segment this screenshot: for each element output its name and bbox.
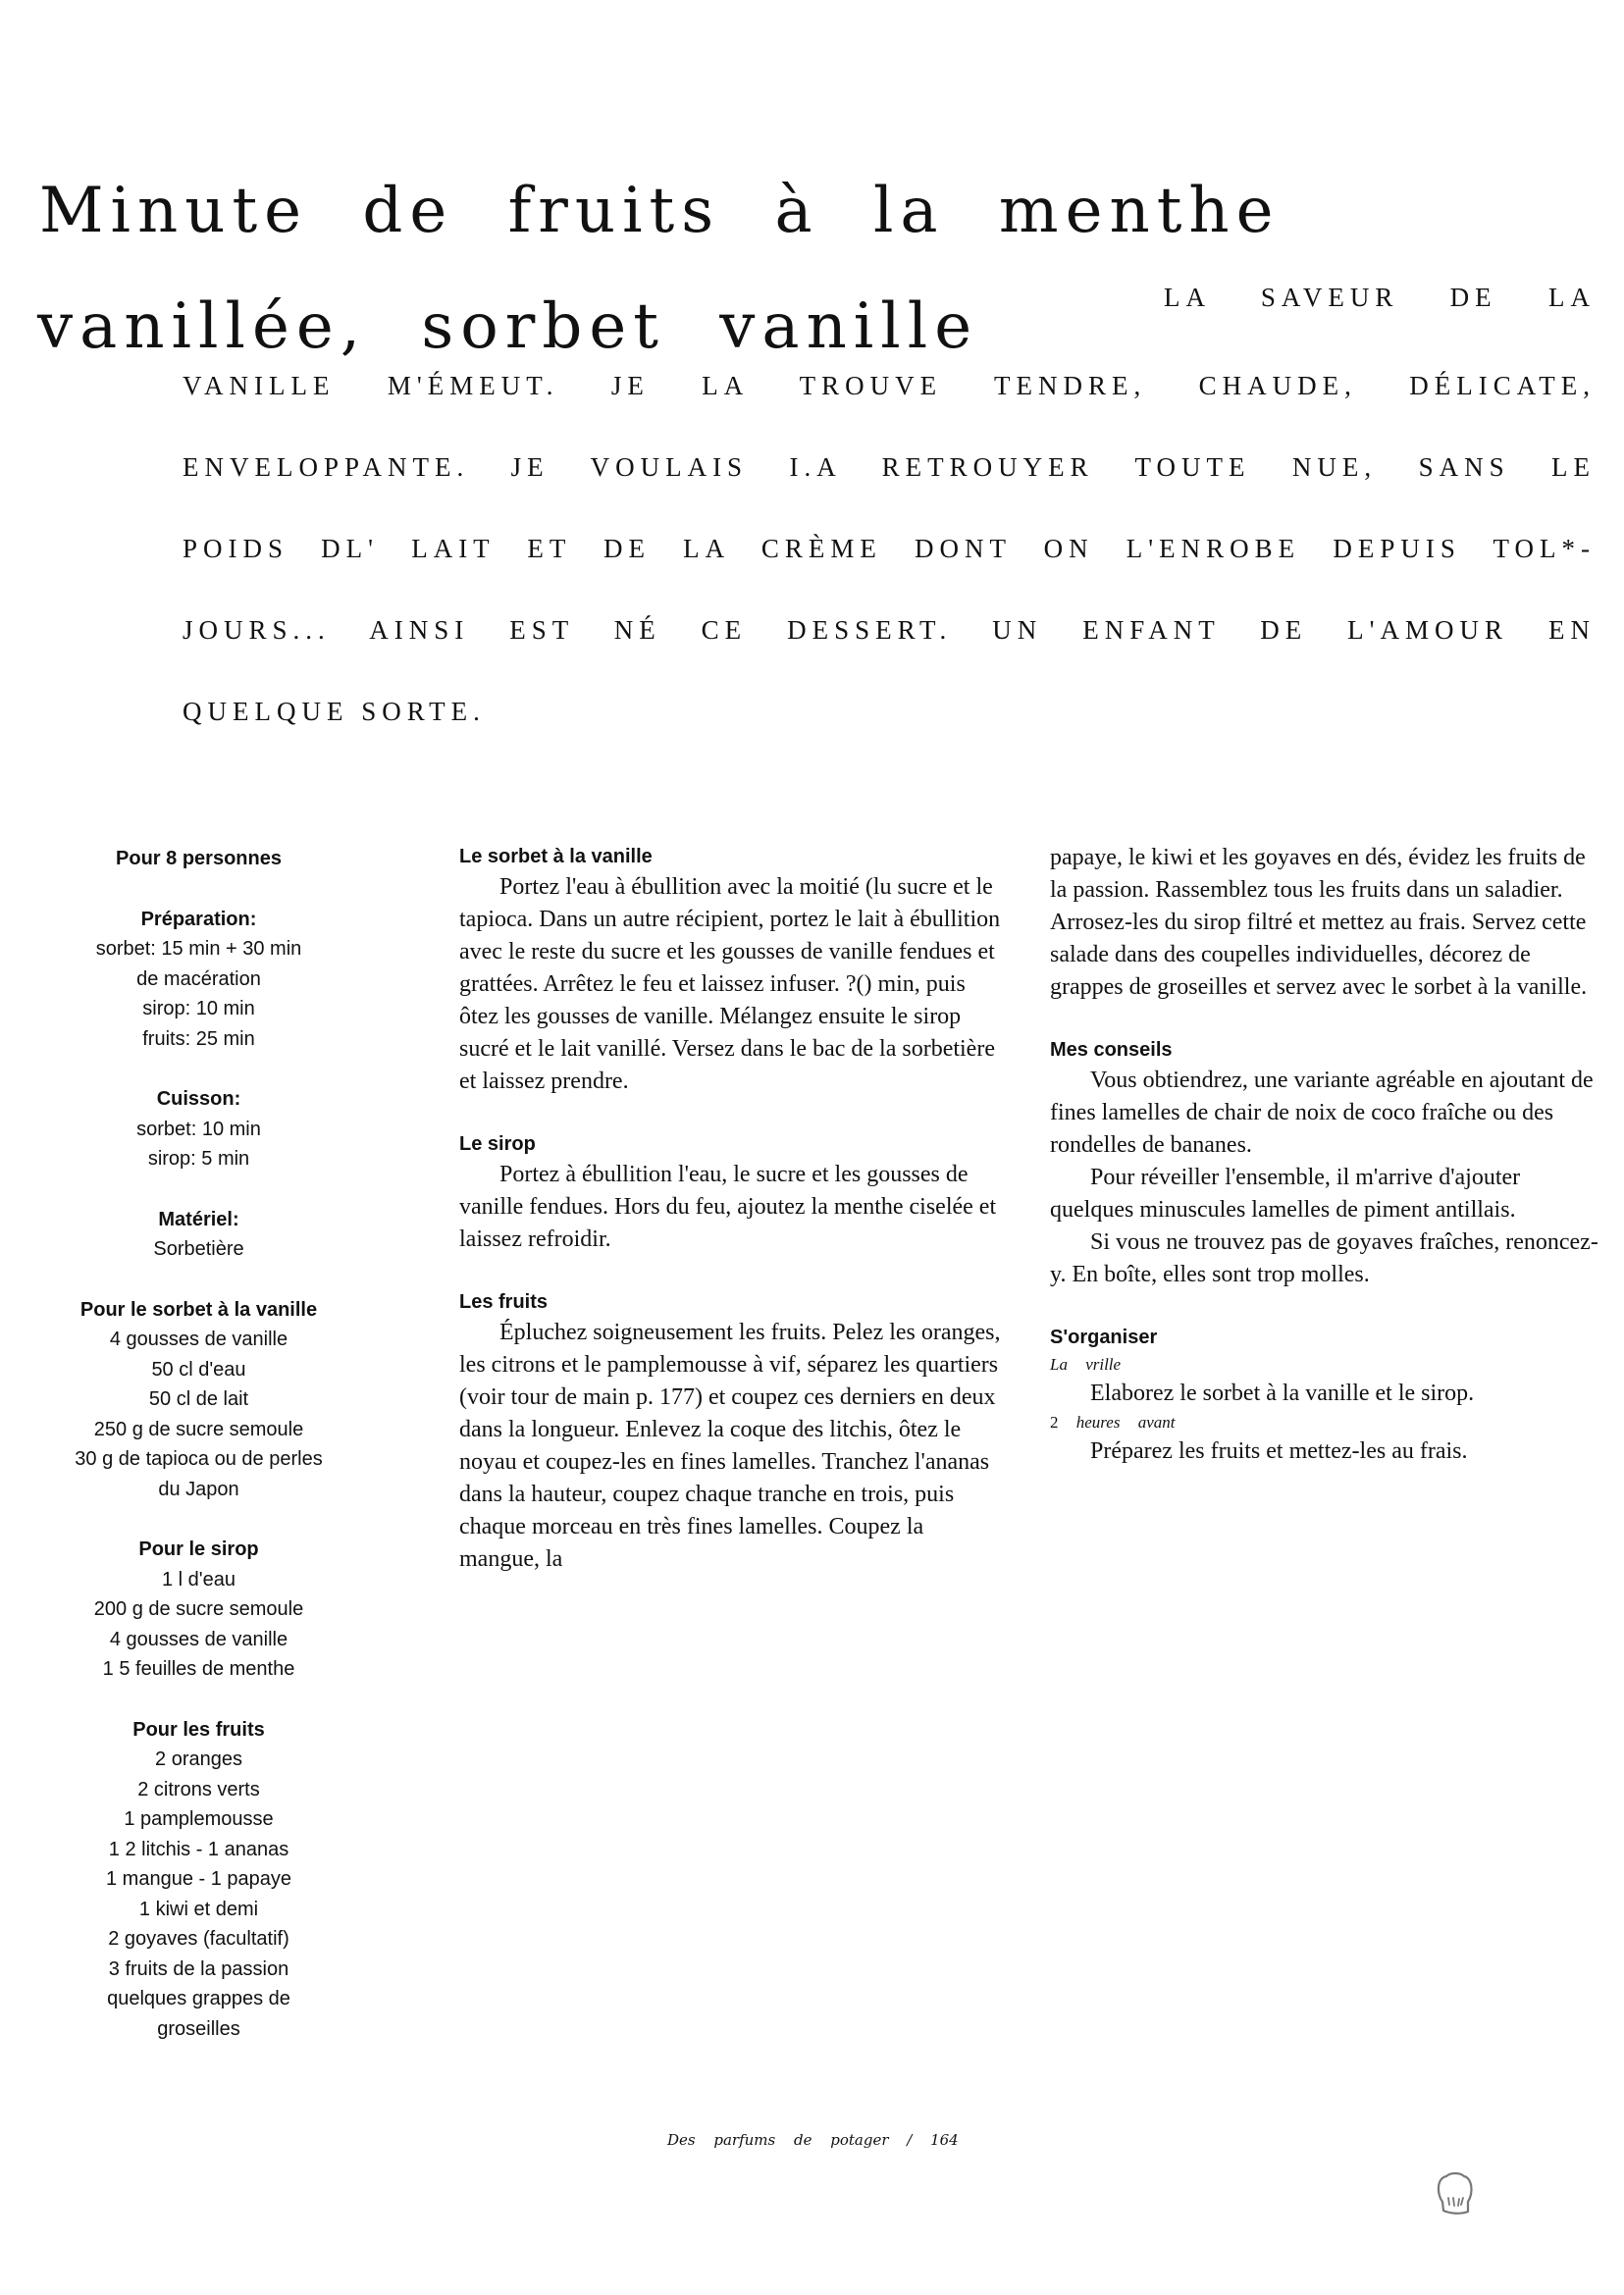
preparation-line: sorbet: 15 min + 30 min	[95, 938, 302, 960]
ingredient: du Japon	[158, 1478, 239, 1500]
intro-text-line: QUELQUE SORTE.	[183, 697, 486, 726]
sorbet-instructions: Portez l'eau à ébullition avec la moitié (lu sucre et le tapioca. Dans un autre récipient, portez le lait à ébullition avec le reste du sucre et les gousses de vanille fendues et grattées. Arrêtez le feu et laissez infuser. ?() min, puis ôtez les gousses de vanille. Mélangez ensuite le sirop sucré et le lait vanillé. Versez dans le bac de la sorbetière et laissez prendre.	[459, 874, 1001, 1094]
conseil-paragraph: Pour réveiller l'ensemble, il m'arrive d'ajouter quelques minuscules lamelles de piment antillais.	[1050, 1165, 1521, 1223]
recipe-column-1	[459, 842, 1009, 1576]
materiel-line: Sorbetière	[153, 1238, 244, 1260]
section-heading-sorbet: Le sorbet à la vanille	[459, 846, 653, 867]
ingredient: 4 gousses de vanille	[109, 1628, 288, 1650]
intro-text-line: VANILLE M'ÉMEUT. JE LA TROUVE TENDRE, CHAUDE, DÉLICATE,	[183, 371, 1596, 400]
sorbet-ingredients-heading: Pour le sorbet à la vanille	[79, 1298, 318, 1321]
intro-text-line: JOURS... AINSI EST NÉ CE DESSERT. UN ENFANT DE L'AMOUR EN	[183, 615, 1596, 645]
schedule-when-number: 2	[1050, 1413, 1059, 1432]
ingredient: 1 mangue - 1 papaye	[105, 1868, 292, 1890]
ingredient: 3 fruits de la passion	[108, 1957, 289, 1980]
servings: Pour 8 personnes	[116, 848, 282, 869]
fruits-instructions: Épluchez soigneusement les fruits. Pelez les oranges, les citrons et le pamplemousse à vif, séparez les quartiers (voir tour de main p. 177) et coupez ces derniers en deux dans la longueur. Enlevez la coque des litchis, ôtez le noyau et coupez-les en fines lamelles. Tranchez l'ananas dans la hauteur, coupez chaque tranche en trois, puis chaque morceau en très fines lamelles. Coupez la mangue, la	[459, 1320, 1001, 1572]
ingredient: 200 g de sucre semoule	[93, 1598, 304, 1620]
schedule-when: La vrille	[1050, 1355, 1122, 1374]
intro-text-first: LA SAVEUR DE LA	[1164, 283, 1596, 312]
chef-hat-icon	[1435, 2170, 1474, 2217]
recipe-info-sidebar	[29, 844, 368, 2044]
preparation-line: sirop: 10 min	[142, 998, 255, 1019]
ingredient: 1 2 litchis - 1 ananas	[108, 1838, 289, 1860]
ingredient: 30 g de tapioca ou de perles	[75, 1448, 323, 1470]
fruits-ingredients-heading: Pour les fruits	[132, 1718, 265, 1741]
conseil-paragraph: Si vous ne trouvez pas de goyaves fraîches, renoncez-y. En boîte, elles sont trop molles.	[1050, 1229, 1598, 1287]
ingredient: groseilles	[157, 2017, 240, 2040]
preparation-line: de macération	[136, 967, 261, 990]
ingredient: 1 5 feuilles de menthe	[102, 1658, 295, 1680]
recipe-title-line-1: Minute de fruits à la menthe	[39, 174, 1281, 247]
ingredient: 250 g de sucre semoule	[93, 1418, 304, 1440]
section-heading-sirop: Le sirop	[459, 1133, 536, 1155]
ingredient: 4 gousses de vanille	[109, 1329, 288, 1350]
cuisson-heading: Cuisson:	[156, 1088, 241, 1110]
schedule-when	[1050, 1410, 1599, 1435]
recipe-title-line-2: vanillée, sorbet vanille	[37, 289, 979, 363]
schedule-step: Elaborez le sorbet à la vanille et le sirop.	[1090, 1381, 1475, 1406]
materiel-heading: Matériel:	[158, 1208, 239, 1230]
preparation-line: fruits: 25 min	[142, 1027, 255, 1050]
ingredient: 2 oranges	[155, 1748, 242, 1770]
page-footer: Des parfums de potager / 164	[667, 2131, 959, 2149]
section-heading-organiser: S'organiser	[1050, 1327, 1158, 1348]
conseil-paragraph: Vous obtiendrez, une variante agréable en ajoutant de fines lamelles de chair de noix de coco fraîche ou des rondelles de bananes.	[1050, 1068, 1594, 1158]
ingredient: 50 cl d'eau	[151, 1358, 246, 1381]
intro-text-line: ENVELOPPANTE. JE VOULAIS I.A RETROUYER TOUTE NUE, SANS LE	[183, 452, 1596, 482]
ingredient: 1 pamplemousse	[124, 1808, 274, 1830]
cuisson-line: sirop: 5 min	[147, 1148, 250, 1170]
ingredient: 1 kiwi et demi	[138, 1898, 259, 1920]
preparation-heading: Préparation:	[140, 908, 257, 930]
sirop-ingredients-heading: Pour le sirop	[138, 1539, 259, 1560]
recipe-column-2	[1050, 842, 1599, 1468]
section-heading-fruits: Les fruits	[459, 1291, 549, 1313]
schedule-step: Préparez les fruits et mettez-les au frais.	[1090, 1438, 1468, 1464]
cuisson-line: sorbet: 10 min	[136, 1118, 261, 1140]
intro-text-line: POIDS DL' LAIT ET DE LA CRÈME DONT ON L'ENROBE DEPUIS TOL*-	[183, 534, 1596, 563]
ingredient: 2 citrons verts	[137, 1778, 260, 1800]
ingredient: 1 l d'eau	[162, 1568, 236, 1591]
ingredient: 2 goyaves (facultatif)	[108, 1928, 289, 1950]
section-heading-conseils: Mes conseils	[1050, 1039, 1173, 1061]
ingredient: quelques grappes de	[107, 1988, 290, 2009]
sirop-instructions: Portez à ébullition l'eau, le sucre et les gousses de vanille fendues. Hors du feu, ajoutez la menthe ciselée et laissez refroidir.	[459, 1162, 997, 1252]
ingredient: 50 cl de lait	[148, 1388, 249, 1410]
fruits-instructions-continued: papaye, le kiwi et les goyaves en dés, évidez les fruits de la passion. Rassemblez tous les fruits dans un saladier. Arrosez-les du sirop filtré et mettez au frais. Servez cette salade dans des coupelles individuelles, décorez de grappes de groseilles et servez avec le sorbet à la vanille.	[1050, 845, 1588, 1000]
schedule-when-label: heures avant	[1075, 1413, 1176, 1432]
